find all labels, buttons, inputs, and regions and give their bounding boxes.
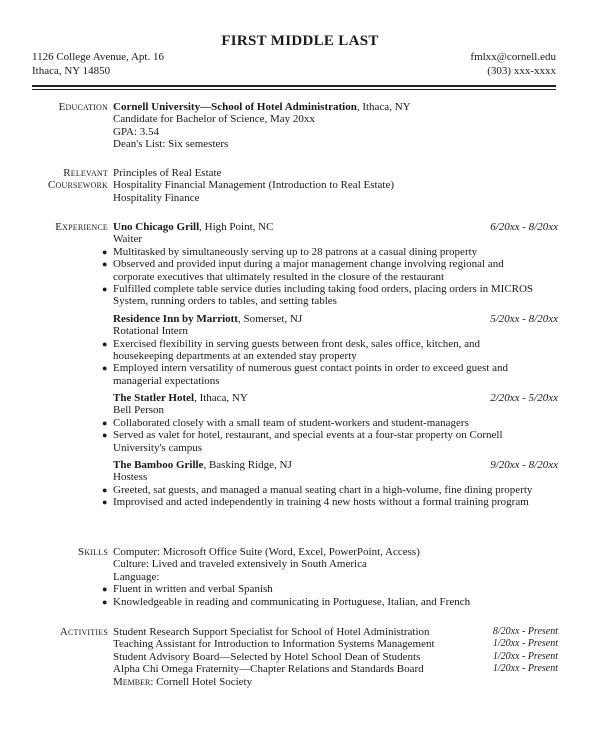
- deans-list-line: Dean's List: Six semesters: [113, 138, 229, 151]
- course-item: Hospitality Financial Management (Introduction to Real Estate): [113, 179, 395, 192]
- degree-line: Candidate for Bachelor of Science, May 20xx: [113, 113, 315, 126]
- activity-row: [113, 626, 558, 638]
- bullet-text: Collaborated closely with a small team of student-workers and student-managers: [113, 416, 469, 429]
- employer: The Statler Hotel: [113, 392, 195, 405]
- job-dates: 2/20xx - 5/20xx: [490, 392, 558, 405]
- bullet-item: [102, 282, 558, 308]
- skills-label: Skills: [78, 546, 108, 558]
- bullet-text: housekeeping departments at an extended stay property: [113, 349, 357, 362]
- job-entry: [102, 312, 558, 387]
- job-dates: 9/20xx - 8/20xx: [490, 459, 558, 472]
- employer: Uno Chicago Grill: [113, 221, 200, 233]
- bullet-icon: ●: [102, 430, 108, 441]
- activity-text: Student Research Support Specialist for School of Hotel Administration: [113, 626, 430, 638]
- activities-label: Activities: [59, 626, 108, 638]
- job-header: [113, 313, 558, 325]
- bullet-text: Employed intern versatility of numerous guest contact points in order to exceed guest and: [113, 362, 508, 375]
- coursework-label: [48, 167, 108, 192]
- bullet-text: Observed and provided input during a major management change involving regional and: [113, 258, 504, 271]
- bullet-icon: ●: [102, 283, 108, 294]
- job-location: , Ithaca, NY: [194, 392, 248, 405]
- bullet-item: [102, 496, 558, 509]
- job-bullets: [102, 245, 558, 308]
- coursework-label-line-1: Relevant: [63, 167, 108, 179]
- activity-dates: 1/20xx - Present: [492, 650, 558, 662]
- phone: (303) xxx-xxxx: [487, 65, 556, 77]
- job-title: Bell Person: [113, 404, 165, 417]
- experience-content: [102, 221, 558, 509]
- bullet-text: University's campus: [113, 441, 203, 454]
- bullet-icon: ●: [102, 417, 108, 428]
- job-bullets: [102, 483, 558, 509]
- bullet-icon: ●: [102, 338, 108, 349]
- activity-row: [113, 663, 558, 675]
- job-header: [113, 392, 558, 404]
- job-header: [113, 221, 558, 233]
- bullet-item: [102, 337, 558, 363]
- email: fmlxx@cornell.edu: [470, 51, 556, 63]
- employer: The Bamboo Grille: [113, 459, 204, 472]
- job-header: [113, 459, 558, 471]
- job-dates: 5/20xx - 8/20xx: [490, 312, 558, 325]
- email-phone: [470, 50, 556, 78]
- experience-label: Experience: [55, 221, 108, 233]
- bullet-item: [102, 416, 558, 429]
- job-title: Hostess: [113, 471, 148, 484]
- coursework-content: [113, 167, 558, 204]
- activity-text: Student Advisory Board—Selected by Hotel School Dean of Students: [113, 650, 421, 663]
- member-prefix: Member: [113, 675, 151, 688]
- school-line: [113, 101, 558, 113]
- header-divider-thick: [32, 85, 556, 87]
- employer: Residence Inn by Marriott: [113, 312, 238, 325]
- bullet-text: Served as valet for hotel, restaurant, and special events at a four-star property on Cornell: [113, 429, 503, 442]
- address: [32, 50, 164, 78]
- bullet-icon: ●: [102, 584, 108, 595]
- school-location: , Ithaca, NY: [356, 101, 411, 113]
- job-entry: [102, 221, 558, 308]
- language-bullets: [102, 583, 558, 608]
- member-text: : Cornell Hotel Society: [150, 675, 253, 688]
- activity-row: [113, 651, 558, 663]
- job-location: , Basking Ridge, NJ: [203, 459, 292, 472]
- gpa-line: GPA: 3.54: [113, 125, 160, 138]
- bullet-text: Knowledgeable in reading and communicating in Portuguese, Italian, and French: [113, 595, 471, 608]
- activity-text: Alpha Chi Omega Fraternity—Chapter Relations and Standards Board: [113, 663, 424, 676]
- activity-row: [113, 638, 558, 650]
- education-content: [113, 101, 558, 151]
- bullet-item: [102, 362, 558, 387]
- activity-dates: 1/20xx - Present: [492, 663, 558, 675]
- address-line-1: 1126 College Avenue, Apt. 16: [32, 51, 164, 63]
- activity-text: Teaching Assistant for Introduction to Information Systems Management: [113, 638, 435, 651]
- bullet-icon: ●: [102, 246, 108, 257]
- skill-line: Language:: [113, 570, 160, 583]
- skill-line: Culture: Lived and traveled extensively in South America: [113, 558, 367, 571]
- job-entry: [102, 459, 558, 509]
- bullet-text: corporate executives that ultimately resulted in the closure of the restaurant: [113, 270, 445, 283]
- bullet-icon: ●: [102, 259, 108, 270]
- bullet-item: [102, 429, 558, 454]
- job-location: , Somerset, NJ: [237, 312, 303, 325]
- bullet-icon: ●: [102, 484, 108, 495]
- bullet-text: Multitasked by simultaneously serving up to 28 patrons at a casual dining property: [113, 245, 478, 258]
- job-location: , High Point, NC: [199, 221, 274, 233]
- job-entry: [102, 392, 558, 454]
- job-bullets: [102, 416, 558, 454]
- job-title: Waiter: [113, 233, 143, 246]
- skill-line: Computer: Microsoft Office Suite (Word, Excel, PowerPoint, Access): [113, 546, 420, 558]
- course-item: Principles of Real Estate: [113, 167, 222, 179]
- candidate-name: FIRST MIDDLE LAST: [221, 33, 379, 49]
- address-line-2: Ithaca, NY 14850: [32, 65, 111, 77]
- activity-dates: 8/20xx - Present: [492, 626, 558, 637]
- bullet-item: [102, 583, 558, 596]
- job-dates: 6/20xx - 8/20xx: [490, 221, 558, 233]
- job-bullets: [102, 337, 558, 388]
- bullet-text: System, running orders to tables, and setting tables: [113, 295, 337, 308]
- bullet-item: [102, 595, 558, 608]
- skills-content: [102, 546, 558, 608]
- education-label: Education: [58, 101, 108, 113]
- header-divider-thin: [32, 89, 556, 90]
- bullet-text: Improvised and acted independently in training 4 new hosts without a formal training program: [113, 496, 529, 509]
- bullet-text: managerial expectations: [113, 374, 220, 387]
- job-title: Rotational Intern: [113, 325, 188, 338]
- bullet-icon: ●: [102, 497, 108, 508]
- school-name: Cornell University—School of Hotel Administration: [113, 101, 357, 113]
- bullet-item: [102, 258, 558, 283]
- bullet-text: Fulfilled complete table service duties including taking food orders, placing orders in MICROS: [113, 282, 534, 295]
- course-item: Hospitality Finance: [113, 191, 200, 204]
- coursework-label-line-2: Coursework: [47, 179, 108, 192]
- activity-dates: 1/20xx - Present: [492, 638, 558, 650]
- membership-row: [113, 676, 558, 688]
- bullet-icon: ●: [102, 596, 108, 607]
- activities-content: [113, 626, 558, 688]
- bullet-text: Exercised flexibility in serving guests between front desk, sales office, kitchen, and: [113, 337, 480, 350]
- bullet-item: [102, 245, 558, 258]
- bullet-item: [102, 483, 558, 496]
- bullet-text: Fluent in written and verbal Spanish: [113, 583, 273, 596]
- contact-block: [0, 50, 600, 80]
- bullet-icon: ●: [102, 363, 108, 374]
- bullet-text: Greeted, sat guests, and managed a manual seating chart in a high-volume, fine dining property: [113, 483, 533, 496]
